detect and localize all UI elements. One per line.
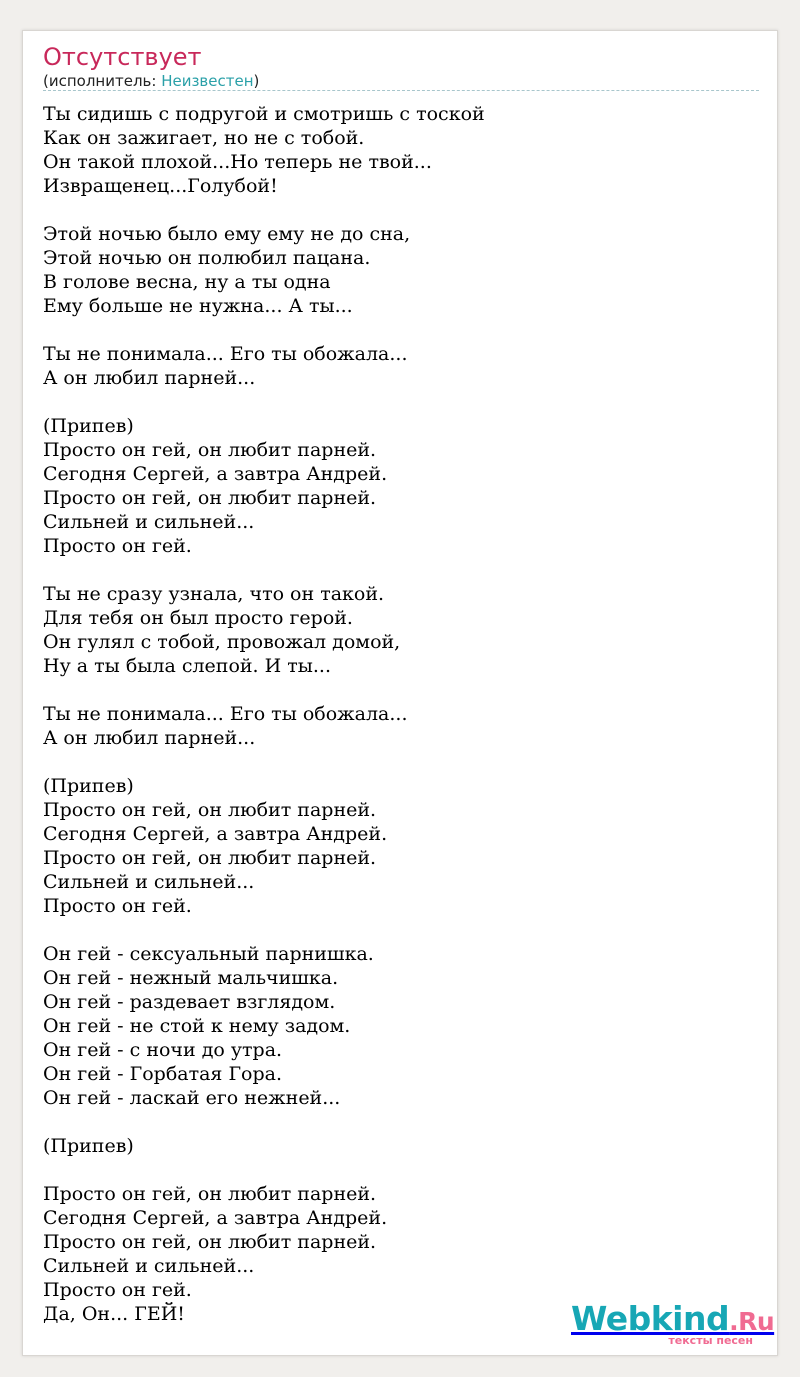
lyric-line: Ну а ты была слепой. И ты... [43, 655, 331, 677]
lyric-line [43, 558, 763, 582]
lyric-line: Просто он гей. [43, 535, 192, 557]
artist-prefix: (исполнитель: [43, 72, 162, 90]
lyric-line: Ему больше не нужна... А ты... [43, 295, 353, 317]
artist-link[interactable]: Неизвестен [161, 72, 254, 90]
lyric-line: Ты не понимала... Его ты обожала... [43, 703, 408, 725]
webkind-logo[interactable] [571, 1299, 775, 1347]
lyric-line: Просто он гей, он любит парней. [43, 487, 377, 509]
lyric-line: Он гей - раздевает взглядом. [43, 991, 336, 1013]
lyric-line [43, 318, 763, 342]
lyric-line: (Припев) [43, 775, 134, 797]
lyric-line: Он гей - Горбатая Гора. [43, 1063, 283, 1085]
artist-line [43, 72, 259, 90]
lyric-line: Просто он гей. [43, 895, 192, 917]
lyric-line [43, 198, 763, 222]
lyric-line: Он гей - сексуальный парнишка. [43, 943, 374, 965]
title-divider [43, 90, 759, 91]
lyric-line: Просто он гей, он любит парней. [43, 1231, 377, 1253]
lyrics-text [43, 102, 763, 1326]
lyric-line: Ты сидишь с подругой и смотришь с тоской [43, 103, 485, 125]
lyric-line: Он гулял с тобой, провожал домой, [43, 631, 401, 653]
lyric-line: Он такой плохой...Но теперь не твой... [43, 151, 432, 173]
lyric-line: В голове весна, ну а ты одна [43, 271, 331, 293]
lyric-line [43, 750, 763, 774]
lyrics-card [22, 30, 778, 1356]
lyric-line: Он гей - нежный мальчишка. [43, 967, 339, 989]
lyric-line: Сильней и сильней... [43, 511, 255, 533]
lyric-line [43, 1158, 763, 1182]
lyric-line: Ты не сразу узнала, что он такой. [43, 583, 385, 605]
lyric-line: Этой ночью он полюбил пацана. [43, 247, 371, 269]
song-title: Отсутствует [43, 43, 202, 71]
lyric-line [43, 1110, 763, 1134]
lyric-line: Он гей - с ночи до утра. [43, 1039, 283, 1061]
lyric-line: Сегодня Сергей, а завтра Андрей. [43, 463, 388, 485]
lyric-line: Как он зажигает, но не с тобой. [43, 127, 365, 149]
lyric-line: Этой ночью было ему ему не до сна, [43, 223, 411, 245]
lyric-line [43, 678, 763, 702]
lyric-line: (Припев) [43, 1135, 134, 1157]
lyric-line: Ты не понимала... Его ты обожала... [43, 343, 408, 365]
lyric-line: Для тебя он был просто герой. [43, 607, 353, 629]
logo-main-text: Webkind [571, 1299, 730, 1338]
lyric-line: Просто он гей, он любит парней. [43, 799, 377, 821]
lyric-line: Сильней и сильней... [43, 871, 255, 893]
lyric-line: Да, Он... ГЕЙ! [43, 1303, 185, 1325]
lyric-line [43, 918, 763, 942]
lyric-line: Просто он гей, он любит парней. [43, 847, 377, 869]
lyric-line: А он любил парней... [43, 367, 256, 389]
lyric-line: Сегодня Сергей, а завтра Андрей. [43, 823, 388, 845]
lyric-line: Сильней и сильней... [43, 1255, 255, 1277]
lyric-line: Он гей - ласкай его нежней... [43, 1087, 341, 1109]
lyric-line: Он гей - не стой к нему задом. [43, 1015, 351, 1037]
lyric-line: Просто он гей, он любит парней. [43, 439, 377, 461]
lyric-line: Просто он гей, он любит парней. [43, 1183, 377, 1205]
logo-tagline: тексты песен [668, 1334, 753, 1347]
lyric-line [43, 390, 763, 414]
artist-suffix: ) [253, 72, 260, 90]
lyric-line: (Припев) [43, 415, 134, 437]
lyric-line: Извращенец...Голубой! [43, 175, 278, 197]
lyric-line: Сегодня Сергей, а завтра Андрей. [43, 1207, 388, 1229]
logo-tld-text: .Ru [729, 1307, 775, 1336]
lyric-line: А он любил парней... [43, 727, 256, 749]
lyric-line: Просто он гей. [43, 1279, 192, 1301]
